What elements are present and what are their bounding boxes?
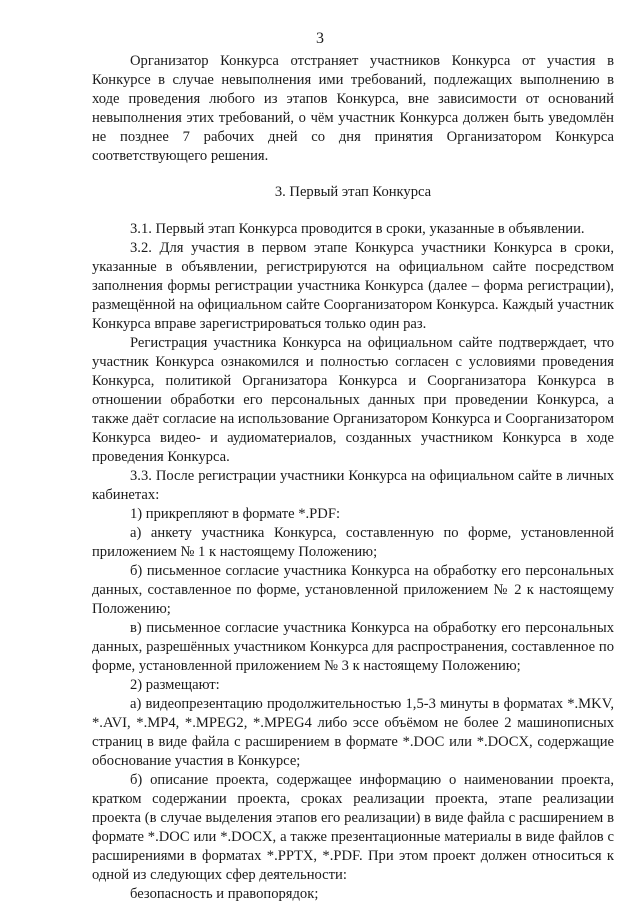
list-item-1b: б) письменное согласие участника Конкурса на обработку его персональных данных, составленное по форме, установленной приложением № 2 к настоящему Положению; xyxy=(92,563,614,617)
paragraph-3-2: 3.2. Для участия в первом этапе Конкурса участники Конкурса в сроки, указанные в объявлении, регистрируются на официальном сайте посредством заполнения формы регистрации участника Конкурса (далее – форма регистрации), размещённой на официальном сайте Соорганизатором Конкурса. Каждый участник Конкурса вправе зарегистрироваться только один раз. xyxy=(92,240,614,332)
paragraph-registration: Регистрация участника Конкурса на официальном сайте подтверждает, что участник Конкурса ознакомился и полностью согласен с условиями проведения Конкурса, политикой Организатора Конкурса и Соорганизатора Конкурса в отношении обработки его персональных данных при проведении Конкурса, а также даёт согласие на использование Организатором Конкурса и Соорганизатором Конкурса видео- и аудиоматериалов, созданных участником Конкурса в ходе проведения Конкурса. xyxy=(92,335,614,465)
list-item-1v: в) письменное согласие участника Конкурса на обработку его персональных данных, разрешённых участником Конкурса для распространения, составленное по форме, установленной приложением № 3 к настоящему Положению; xyxy=(92,620,614,674)
list-item-2: 2) размещают: xyxy=(130,677,220,693)
list-item-2a: а) видеопрезентацию продолжительностью 1,5-3 минуты в форматах *.MKV, *.AVI, *.MP4, *.MPEG2, *.MPEG4 либо эссе объёмом не более 2 машинописных страниц в виде файла с расширением в формате *.DOC или *.DOCX, содержащие обоснование участия в Конкурсе; xyxy=(92,696,614,769)
list-item-sphere-1: безопасность и правопорядок; xyxy=(130,886,319,902)
list-item-1: 1) прикрепляют в формате *.PDF: xyxy=(130,506,341,522)
paragraph-3-1: 3.1. Первый этап Конкурса проводится в сроки, указанные в объявлении. xyxy=(130,221,585,237)
document-body xyxy=(92,52,614,904)
section-title: 3. Первый этап Конкурса xyxy=(274,184,432,200)
page-number: 3 xyxy=(316,30,324,47)
list-item-1a: а) анкету участника Конкурса, составленную по форме, установленной приложением № 1 к настоящему Положению; xyxy=(92,525,614,560)
paragraph-intro: Организатор Конкурса отстраняет участников Конкурса от участия в Конкурсе в случае невыполнения ими требований, подлежащих выполнению в ходе проведения любого из этапов Конкурса, вне зависимости от оснований невыполнения этих требований, о чём участник Конкурса должен быть уведомлён не позднее 7 рабочих дней со дня принятия Организатором Конкурса соответствующего решения. xyxy=(92,53,614,164)
list-item-2b: б) описание проекта, содержащее информацию о наименовании проекта, кратком содержании проекта, сроках реализации проекта, этапе реализации проекта (в случае выделения этапов его реализации) в виде файла с расширением в формате *.DOC или *.DOCX, а также презентационные материалы в виде файлов с расширениями в форматах *.PPTX, *.PDF. При этом проект должен относиться к одной из следующих сфер деятельности: xyxy=(92,772,614,883)
paragraph-3-3: 3.3. После регистрации участники Конкурса на официальном сайте в личных кабинетах: xyxy=(92,468,614,503)
